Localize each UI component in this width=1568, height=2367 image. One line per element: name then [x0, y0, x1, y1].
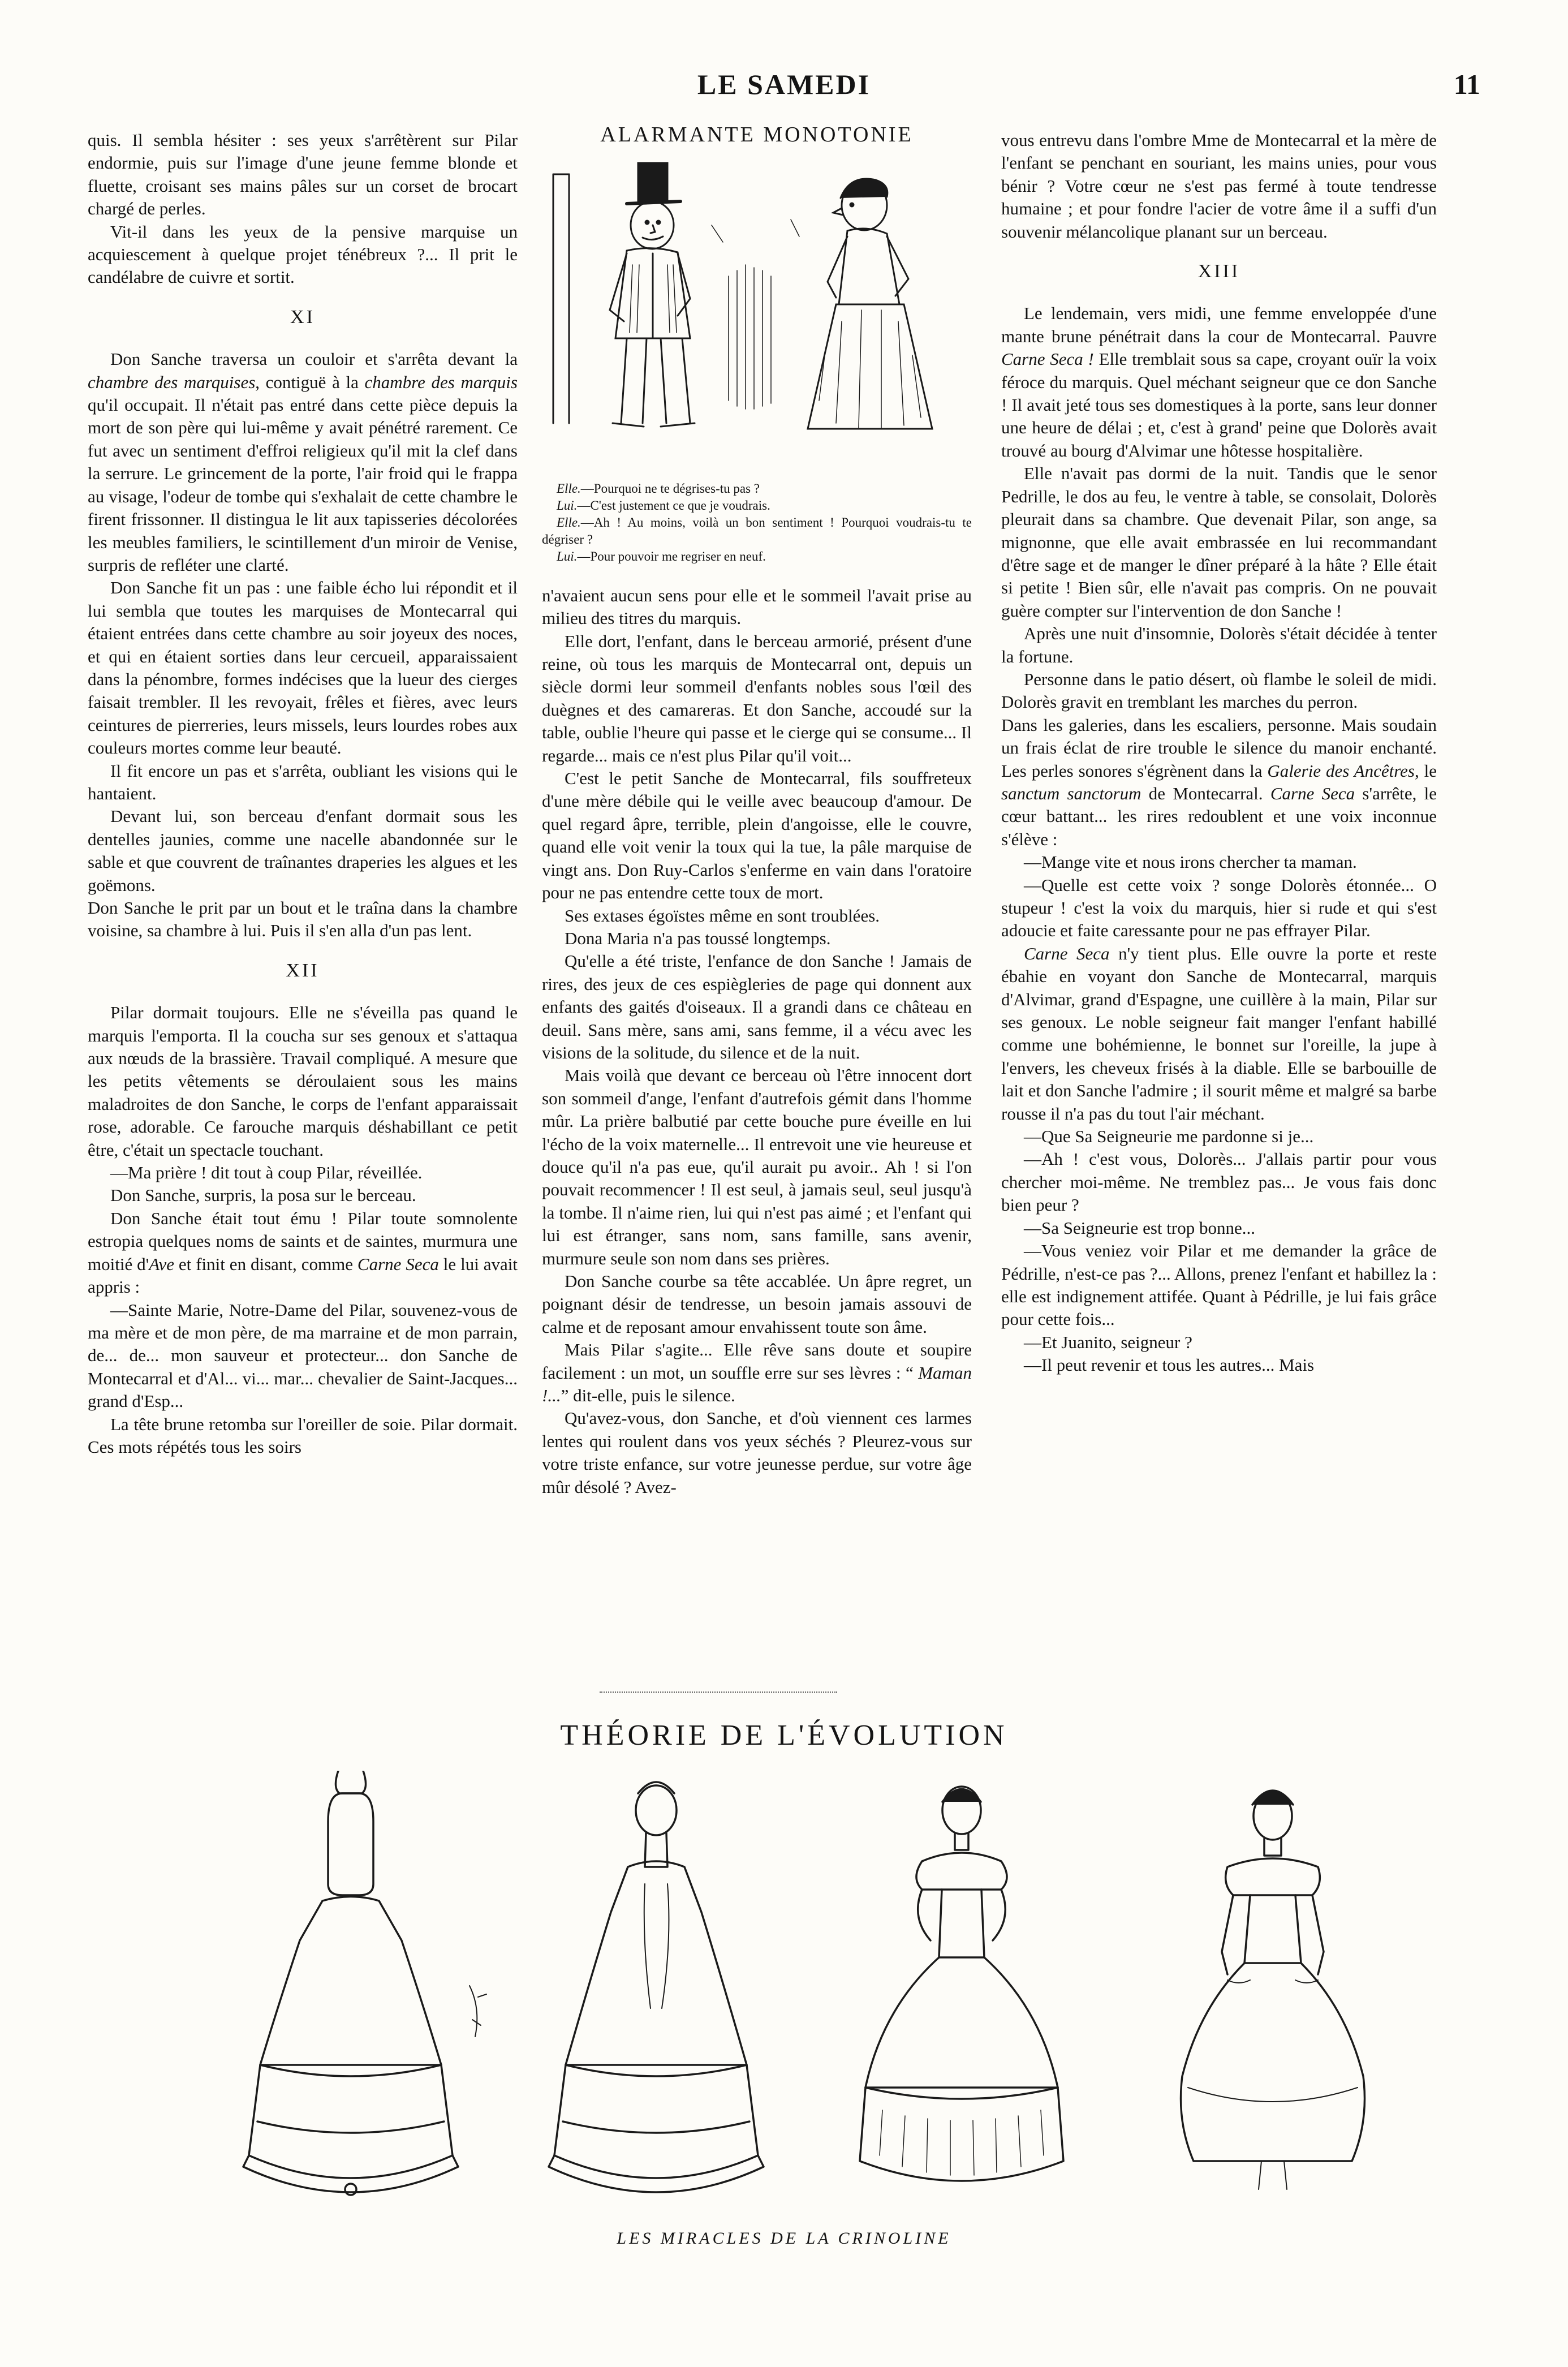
paragraph: quis. Il sembla hésiter : ses yeux s'arrêtèrent sur Pilar endormie, puis sur l'image d'une jeune femme blonde et fluette, croisant ses mains pâles sur un corset de brocart chargé de perles. [88, 130, 518, 219]
paragraph: —Vous veniez voir Pilar et me demander la grâce de Pédrille, n'est-ce pas ?... Allons, prenez l'enfant et habillez la : elle est indignement attifée. Quant à Pédrille, je lui fais grâce pour cette fois... [1001, 1241, 1437, 1329]
masthead [0, 68, 1568, 113]
caricature-title: ALARMANTE MONOTONIE [600, 123, 914, 147]
section-separator [600, 1692, 837, 1693]
paragraph: —Sa Seigneurie est trop bonne... [1024, 1217, 1255, 1238]
paragraph: —Mange vite et nous irons chercher ta maman. [1024, 852, 1357, 872]
paragraph: Après une nuit d'insomnie, Dolorès s'était décidée à tenter la fortune. [1001, 623, 1437, 666]
paragraph: —Ah ! c'est vous, Dolorès... J'allais partir pour vous chercher moi-même. Ne tremblez pas... Je vous fais donc bien peur ? [1001, 1149, 1437, 1215]
paragraph: —Et Juanito, seigneur ? [1024, 1332, 1192, 1352]
paragraph: Don Sanche, surpris, la posa sur le berceau. [110, 1185, 416, 1206]
caricature-illustration [542, 152, 972, 468]
caricature-dialog [542, 480, 972, 565]
section-heading-xii: XII [286, 959, 320, 981]
paragraph: Pilar dormait toujours. Elle ne s'éveilla pas quand le marquis l'emporta. Il la coucha sur ses genoux et s'attaqua aux nœuds de la brassière. Travail compliqué. A mesure que les petits vêtements se déroulaient sous les mains maladroites de don Sanche, le corps de l'enfant apparaissait rose, adorable. Ce farouche marquis déshabillant ce petit être, c'était un spectacle touchant. [88, 1002, 518, 1160]
paragraph: vous entrevu dans l'ombre Mme de Montecarral et la mère de l'enfant se penchant en souriant, les mains unies, pour vous bénir ? Votre cœur ne s'est pas fermé à toute tendresse humaine ; et pour fondre l'acier de votre âme il a suffi d'un souvenir mélancolique planant sur un berceau. [1001, 130, 1437, 242]
dialog-line: Lui.—Pour pouvoir me regriser en neuf. [557, 549, 766, 563]
paragraph: Il fit encore un pas et s'arrêta, oubliant les visions qui le hantaient. [88, 760, 518, 803]
section-heading-xi: XI [290, 306, 315, 328]
paragraph: Don Sanche fit un pas : une faible écho lui répondit et il lui sembla que toutes les marquises de Montecarral qui étaient entrées dans cette chambre au soir joyeux des noces, et qui en étaient sorties dans leur cercueil, apparaissaient dans la pénombre, formes indécises que la lueur des cierges faisait trembler. Il les revoyait, frêles et fières, avec leurs ceintures de pierreries, leurs missels, leurs lourdes robes aux couleurs mortes comme leur beauté. [88, 578, 518, 758]
paragraph: Personne dans le patio désert, où flambe le soleil de midi. Dolorès gravit en tremblant les marches du perron. [1001, 669, 1437, 712]
paragraph: La tête brune retomba sur l'oreiller de soie. Pilar dormait. Ces mots répétés tous les soirs [88, 1414, 518, 1457]
paragraph: Don Sanche traversa un couloir et s'arrêta devant la chambre des marquises, contiguë à la chambre des marquis qu'il occupait. Il n'était pas entré dans cette pièce depuis la mort de son père qui lui-même y avait pénétré rarement. Ce fut avec un sentiment d'effroi religieux qu'il mit la clef dans la serrure. Le grincement de la porte, l'air froid qui le frappa au visage, l'odeur de tombe qui s'exhalait de cette chambre le firent frissonner. Il distingua le lit aux tapisseries décolorées les meubles familiers, le scintillement d'un miroir de Venise, surpris de refléter une clarté. [88, 349, 518, 575]
column-3 [1001, 129, 1437, 1377]
paragraph: Don Sanche le prit par un bout et le traîna dans la chambre voisine, sa chambre à lui. Puis il s'en alla d'un pas lent. [88, 898, 518, 941]
paragraph: —Sainte Marie, Notre-Dame del Pilar, souvenez-vous de ma mère et de mon père, de ma marraine et de mon parrain, de... de... mon sauveur et protecteur... don Sanche de Montecarral et d'Al... vi... mar... chevalier de Saint-Jacques... grand d'Esp... [88, 1299, 518, 1411]
ball-gown-figure [1181, 1791, 1365, 2189]
crinoline-woman-figure [860, 1787, 1063, 2181]
paragraph: Mais voilà que devant ce berceau où l'être innocent dort son sommeil d'ange, l'enfant d'autrefois gémit dans l'homme mûr. La prière balbutié par cette bouche pure éveille en lui l'écho de la voix maternelle... Il entrevoit une vie heureuse et douce qu'il n'a pas eue, qu'il aurait pu avoir.. Ah ! si l'on pouvait recommencer ! Il est seul, à jamais seul, seul jusqu'à la tombe. Il n'aime rien, lui qui n'est pas aimé ; et l'enfant qui lui est étranger, sans nom, sans famille, sans avenir, murmure seule son nom dans ses prières. [542, 1065, 972, 1268]
paragraph: C'est le petit Sanche de Montecarral, fils souffreteux d'une mère débile qui le veille avec beaucoup d'amour. De quel regard âpre, terrible, plein d'angoisse, elle le couvre, quand elle voit venir la toux qui la tue, la pâle marquise de vingt ans. Don Ruy-Carlos s'enferme en vain dans l'oratoire pour ne pas entendre cette toux de mort. [542, 768, 972, 903]
section-heading-xiii: XIII [1197, 261, 1240, 282]
paragraph: Elle dort, l'enfant, dans le berceau armorié, présent d'une reine, où tous les marquis de Montecarral ont, depuis un siècle dormi leur sommeil d'enfants nobles sous l'œil des duègnes et des camareras. Et don Sanche, accoudé sur la table, oublie l'heure qui passe et le cierge qui se consume... Il regarde... mais ce n'est plus Pilar qu'il voit... [542, 631, 972, 765]
paragraph: Dans les galeries, dans les escaliers, personne. Mais soudain un frais éclat de rire trouble le silence du manoir enchanté. Les perles sonores s'égrènent dans la Galerie des Ancêtres, le sanctum sanctorum de Montecarral. Carne Seca s'arrête, le cœur battant... les rires redoublent et une voix inconnue s'élève : [1001, 715, 1437, 849]
dialog-line: Lui.—C'est justement ce que je voudrais. [557, 498, 770, 513]
column-2 [542, 123, 972, 1499]
paragraph: —Que Sa Seigneurie me pardonne si je... [1024, 1126, 1314, 1147]
paragraph: Le lendemain, vers midi, une femme enveloppée d'une mante brune pénétrait dans la cour de Montecarral. Pauvre Carne Seca ! Elle tremblait sous sa cape, croyant ouïr la voix féroce du marquis. Quel méchant seigneur que ce don Sanche ! Il avait jeté tous ses domestiques à la porte, sans leur donner une heure de délai ; et, c'est à grand' peine que Dolorès avait trouvé au bourg d'Alvimar une hôtesse hospitalière. [1001, 303, 1437, 461]
paragraph: Elle n'avait pas dormi de la nuit. Tandis que le senor Pedrille, le dos au feu, le ventre à table, se consolait, Dolorès pleurait dans sa chambre. Que devenait Pilar, son ange, sa mignonne, que elle avait embrassée en lui recommandant d'être sage et de manger le dîner préparé à la hâte ? Elle était si petite ! Bien sûr, elle n'avait pas compris. On ne pouvait guère compter sur l'intervention de don Sanche ! [1001, 463, 1437, 621]
crinoline-evolution-illustration [238, 1771, 1454, 2212]
bell-figure [243, 1771, 486, 2195]
illustration-caption: LES MIRACLES DE LA CRINOLINE [617, 2229, 951, 2248]
page-number: 11 [1453, 68, 1480, 100]
paragraph: Don Sanche courbe sa tête accablée. Un âpre regret, un poignant désir de tendresse, un besoin jamais assouvi de calme et de reposant amour envahissent toute son âme. [542, 1271, 972, 1337]
dialog-line: Elle.—Ah ! Au moins, voilà un bon sentiment ! Pourquoi voudrais-tu te dégriser ? [542, 515, 972, 546]
bell-woman-figure [549, 1782, 764, 2192]
evolution-title: THÉORIE DE L'ÉVOLUTION [560, 1719, 1008, 1751]
paragraph: —Quelle est cette voix ? songe Dolorès étonnée... O stupeur ! c'est la voix du marquis, hier si rude et qui s'est adoucie et faite caressante pour ne pas effrayer Pilar. [1001, 875, 1437, 941]
paragraph: —Ma prière ! dit tout à coup Pilar, réveillée. [110, 1163, 423, 1183]
paragraph: Ses extases égoïstes même en sont troublées. [565, 905, 880, 926]
dialog-line: Elle.—Pourquoi ne te dégrises-tu pas ? [557, 481, 760, 496]
paragraph: Carne Seca n'y tient plus. Elle ouvre la porte et reste ébahie en voyant don Sanche de Montecarral, marquis d'Alvimar, grand d'Espagne, une cuillère à la main, Pilar sur ses genoux. Le noble seigneur fait manger l'enfant habillé comme une bohémienne, le bonnet sur l'oreille, la jupe à l'envers, les cheveux frisés à la diable. Elle se barbouille de lait et don Sanche l'admire ; il sourit même et malgré sa barbe rousse il n'a pas du tout l'air méchant. [1001, 943, 1437, 1124]
paragraph: Vit-il dans les yeux de la pensive marquise un acquiescement à quelque projet ténébreux ?... Il prit le candélabre de cuivre et sortit. [88, 221, 518, 287]
paragraph: Qu'elle a été triste, l'enfance de don Sanche ! Jamais de rires, des jeux de ces espiègleries de page qui donnent aux enfants des gaités d'oiseaux. Il a grandi dans ce château en deuil. Sans mère, sans ami, sans femme, il a vécu avec les visions de la solitude, du silence et de la nuit. [542, 951, 972, 1062]
paragraph: n'avaient aucun sens pour elle et le sommeil l'avait prise au milieu des titres du marquis. [542, 585, 972, 629]
column-1 [88, 129, 518, 1458]
paragraph: Don Sanche était tout ému ! Pilar toute somnolente estropia quelques noms de saints et de saintes, murmura une moitié d'Ave et finit en disant, comme Carne Seca le lui avait appris : [88, 1208, 518, 1297]
paragraph: Qu'avez-vous, don Sanche, et d'où viennent ces larmes lentes qui roulent dans vos yeux séchés ? Pleurez-vous sur votre triste enfance, sur votre jeunesse perdue, sur votre âge mûr désolé ? Avez- [542, 1408, 972, 1497]
paragraph: Dona Maria n'a pas toussé longtemps. [565, 928, 831, 948]
paragraph: Devant lui, son berceau d'enfant dormait sous les dentelles jaunies, comme une nacelle abandonnée sur le sable et que couvrent de traînantes draperies les algues et les goëmons. [88, 806, 518, 895]
publication-title: LE SAMEDI [697, 68, 871, 100]
paragraph: —Il peut revenir et tous les autres... Mais [1024, 1355, 1315, 1375]
paragraph: Mais Pilar s'agite... Elle rêve sans doute et soupire facilement : un mot, un souffle erre sur ses lèvres : “ Maman !...” dit-elle, puis le silence. [542, 1340, 972, 1406]
